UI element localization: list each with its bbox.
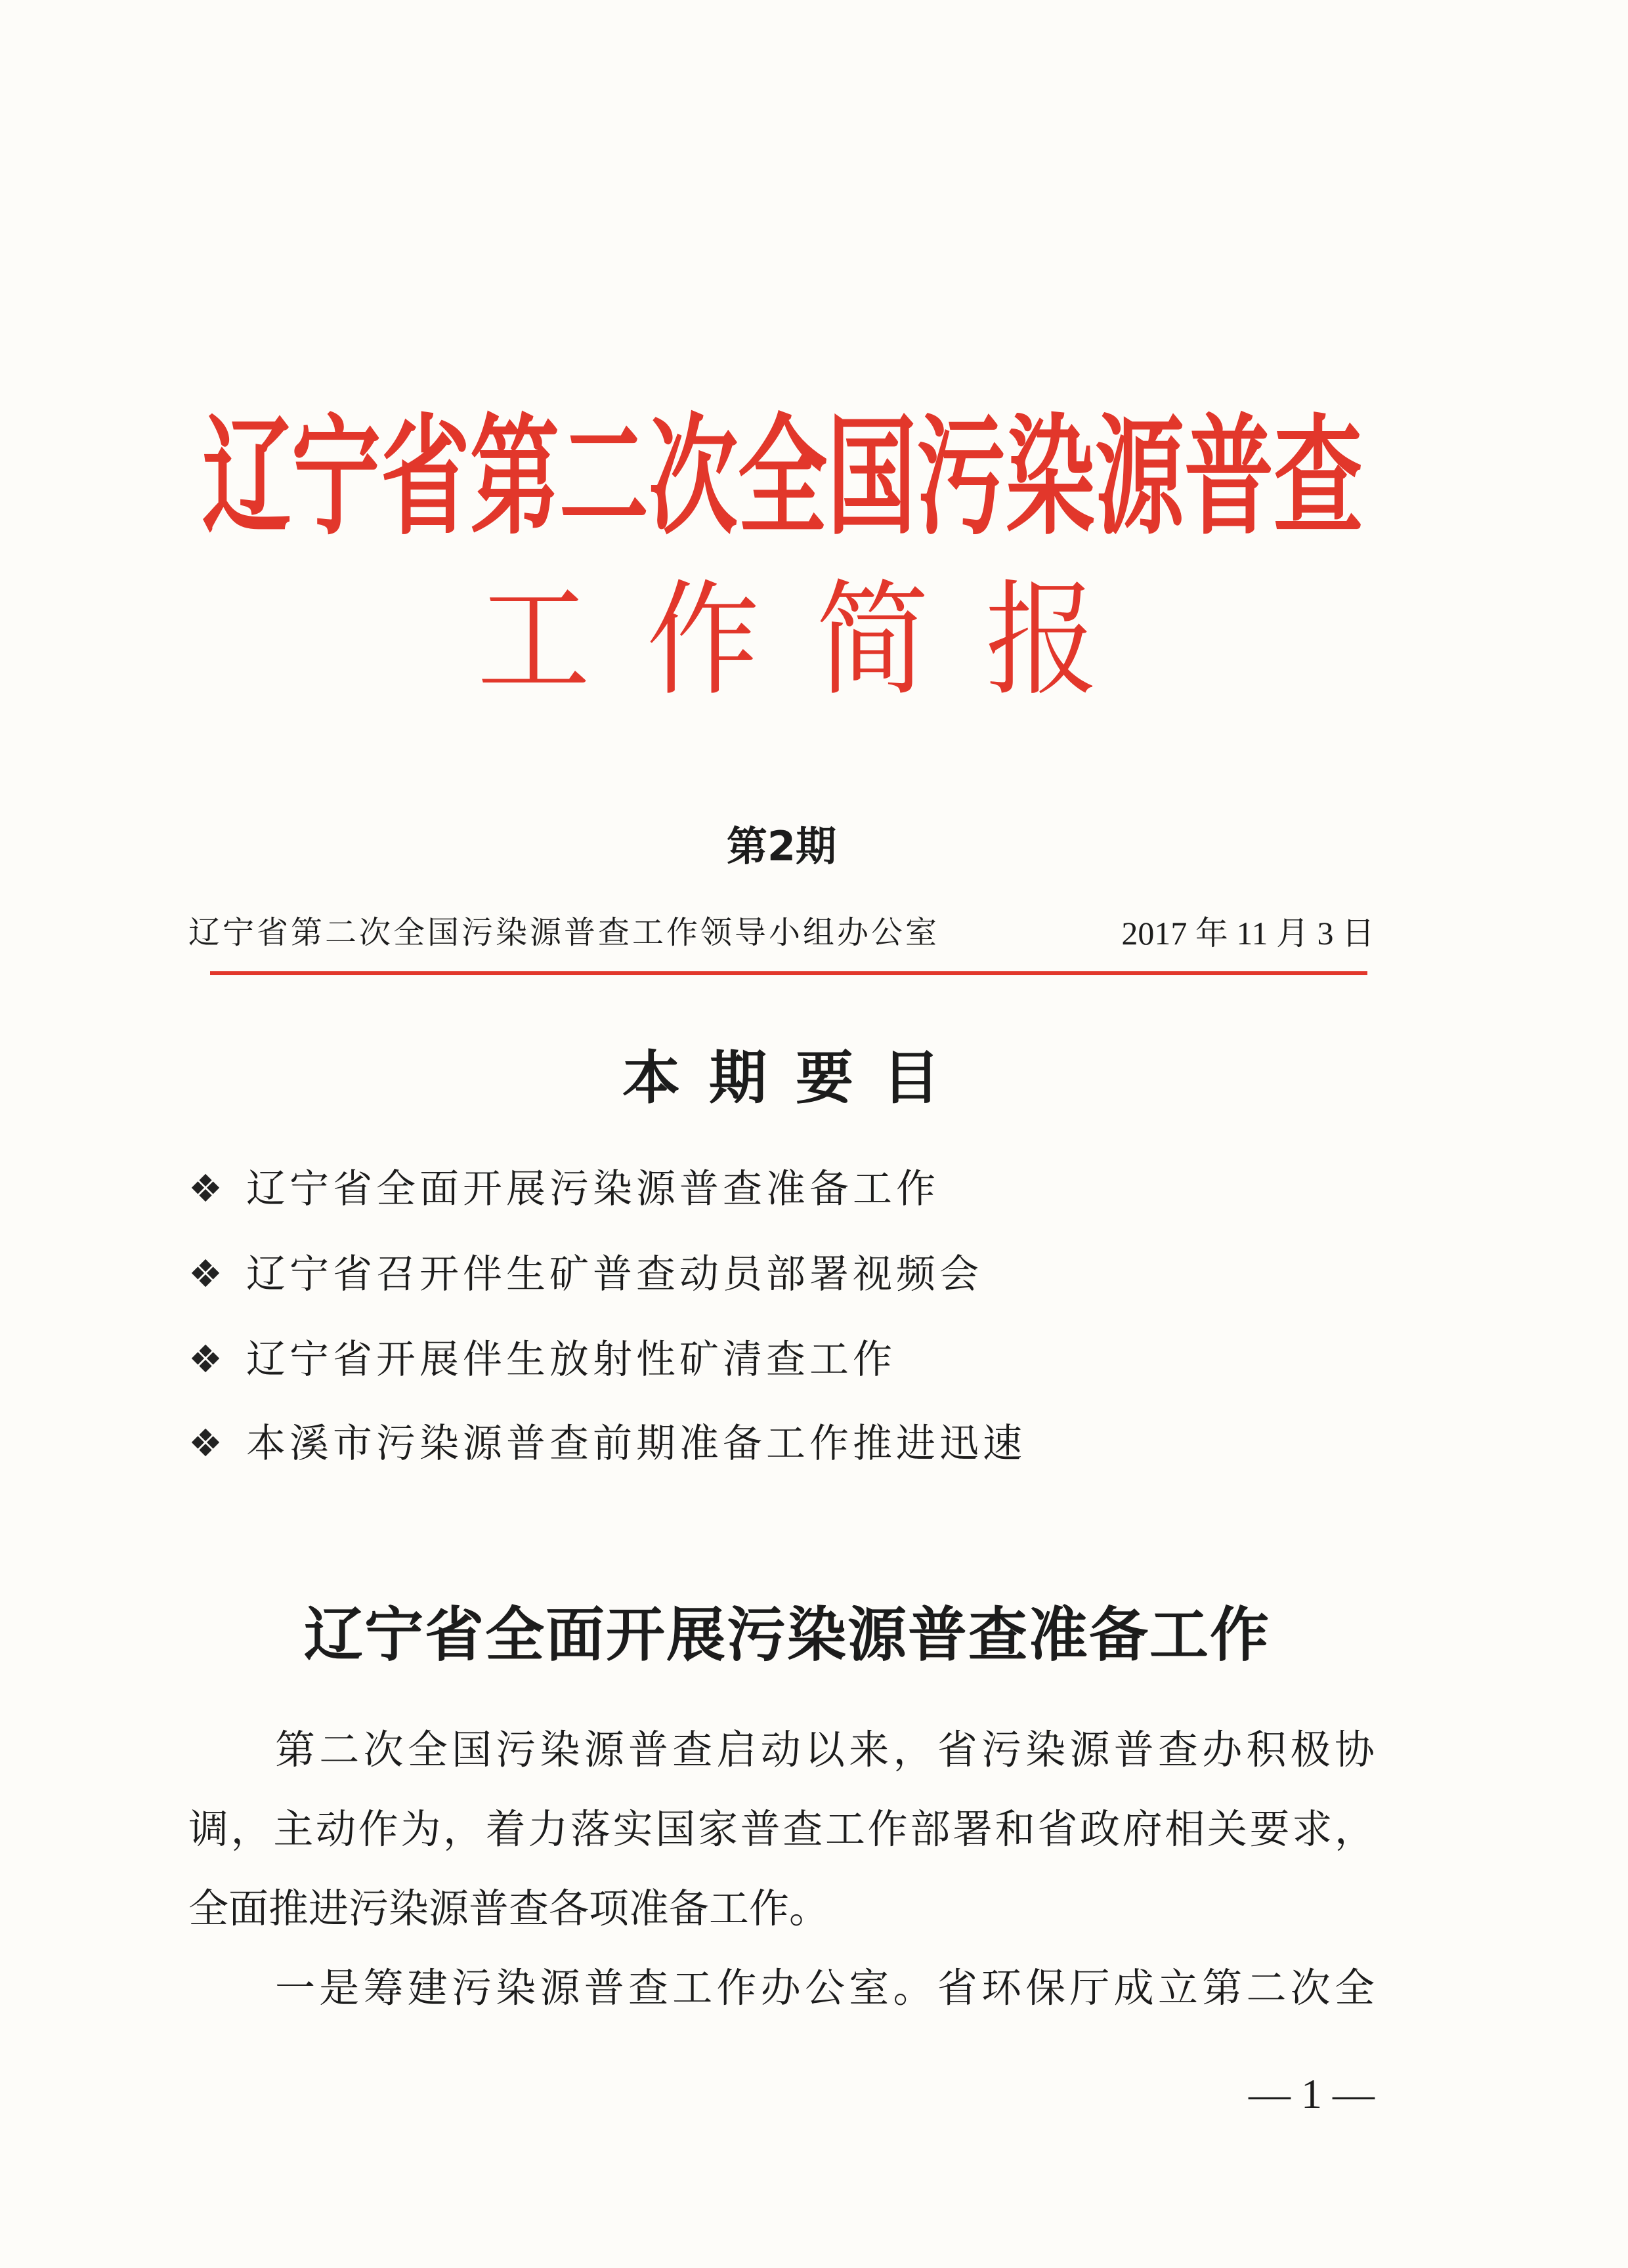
contents-item-text: 辽宁省召开伴生矿普查动员部署视频会 [246, 1251, 983, 1297]
contents-item-text: 辽宁省全面开展污染源普查准备工作 [246, 1166, 939, 1212]
issue-number: 第2期 [726, 822, 837, 870]
issuing-office: 辽宁省第二次全国污染源普查工作领导小组办公室 [188, 914, 940, 951]
contents-heading: 本期要目 [622, 1043, 970, 1112]
diamond-bullet-icon [188, 1340, 223, 1378]
diamond-bullet-icon [188, 1169, 223, 1208]
article-heading: 辽宁省全面开展污染源普查准备工作 [304, 1600, 1270, 1670]
contents-item-text: 辽宁省开展伴生放射性矿清查工作 [246, 1337, 896, 1383]
masthead-red-rule [210, 971, 1367, 975]
paragraph-line: 调，主动作为，着力落实国家普查工作部署和省政府相关要求， [188, 1806, 1375, 1853]
paragraph-line: 一是筹建污染源普查工作办公室。省环保厅成立第二次全 [275, 1965, 1375, 2011]
diamond-bullet-icon [188, 1424, 223, 1462]
masthead-title: 辽宁省第二次全国污染源普查 [202, 401, 1363, 553]
diamond-bullet-icon [188, 1255, 223, 1293]
page-number: — 1 — [1249, 2070, 1375, 2117]
contents-item-text: 本溪市污染源普查前期准备工作推进迅速 [246, 1421, 1026, 1467]
paragraph-line: 全面推进污染源普查各项准备工作。 [188, 1885, 830, 1932]
masthead-subtitle: 工作简报 [477, 567, 1155, 713]
issue-date: 2017 年 11 月 3 日 [1121, 915, 1375, 952]
paragraph-line: 第二次全国污染源普查启动以来，省污染源普查办积极协 [275, 1727, 1375, 1773]
